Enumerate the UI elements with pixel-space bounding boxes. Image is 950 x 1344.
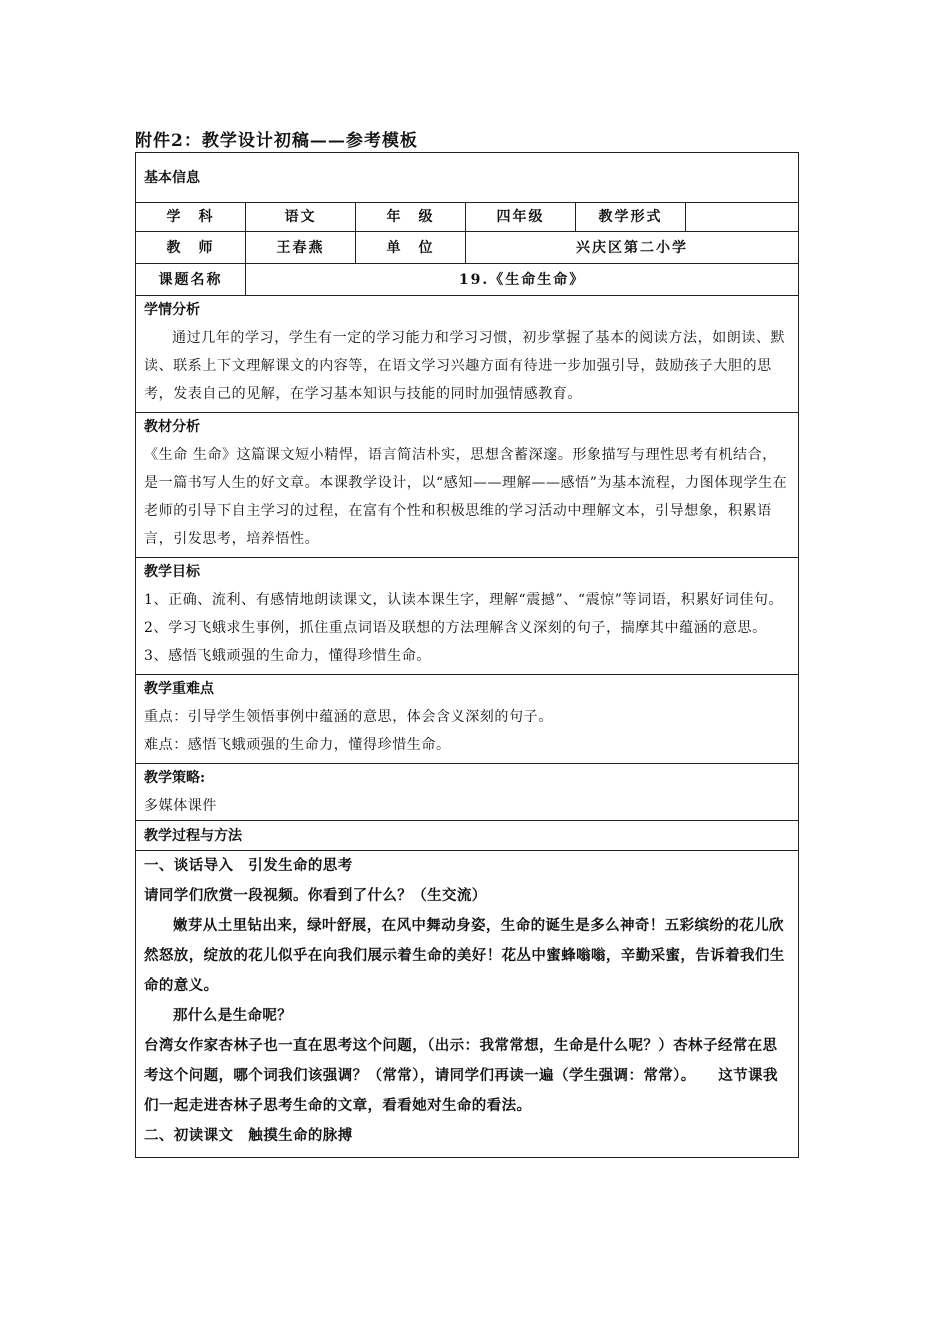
process-line: 嫩芽从土里钻出来，绿叶舒展，在风中舞动身姿，生命的诞生是多么神奇！五彩缤纷的花儿欣然怒放，绽放的花儿似乎在向我们展示着生命的美好！花丛中蜜蜂嗡嗡，辛勤采蜜，告诉着我们生命的意义。 xyxy=(144,917,785,994)
goal-item: 3、感悟飞蛾顽强的生命力，懂得珍惜生命。 xyxy=(144,648,431,664)
teaching-form-value xyxy=(686,203,799,232)
process-heading: 教学过程与方法 xyxy=(136,821,799,851)
subject-value: 语文 xyxy=(246,203,356,232)
student-analysis-text: 通过几年的学习，学生有一定的学习能力和学习习惯，初步掌握了基本的阅读方法，如朗读、默读、联系上下文理解课文的内容等，在语文学习兴趣方面有待进一步加强引导，鼓励孩子大胆的思考，发表自己的见解，在学习基本知识与技能的同时加强情感教育。 xyxy=(144,330,786,402)
process-line: 那什么是生命呢？ xyxy=(173,1007,293,1024)
unit-label: 单 位 xyxy=(356,232,466,264)
key-points-heading: 教学重难点 xyxy=(144,681,214,697)
goal-item: 1、正确、流利、有感情地朗读课文，认读本课生字，理解“震撼”、“震惊”等词语，积累好词佳句。 xyxy=(144,592,784,608)
student-analysis-heading: 学情分析 xyxy=(144,302,200,318)
basic-info-heading: 基本信息 xyxy=(136,153,799,203)
process-line: 台湾女作家杏林子也一直在思考这个问题，（出示：我常常想，生命是什么呢？）杏林子经常在思考这个问题，哪个词我们该强调？（常常），请同学们再读一遍（学生强调：常常）。 这节课我们一起走进杏林子思考生命的文章，看看她对生命的看法。 xyxy=(144,1037,778,1114)
process-line: 请同学们欣赏一段视频。你看到了什么？（生交流） xyxy=(144,887,487,904)
process-section-title: 二、初读课文 触摸生命的脉搏 xyxy=(144,1127,353,1144)
goal-item: 2、学习飞蛾求生事例，抓住重点词语及联想的方法理解含义深刻的句子，揣摩其中蕴涵的意思。 xyxy=(144,620,767,636)
teaching-goals-heading: 教学目标 xyxy=(144,564,200,580)
lesson-plan-table xyxy=(135,152,799,1158)
material-analysis-heading: 教材分析 xyxy=(144,419,200,435)
grade-value: 四年级 xyxy=(466,203,576,232)
grade-label: 年 级 xyxy=(356,203,466,232)
subject-label: 学 科 xyxy=(136,203,246,232)
material-analysis-text: 《生命 生命》这篇课文短小精悍，语言简洁朴实，思想含蓄深邃。形象描写与理性思考有机结合，是一篇书写人生的好文章。本课教学设计，以“感知——理解——感悟”为基本流程，力图体现学生在老师的引导下自主学习的过程，在富有个性和积极思维的学习活动中理解文本，引导想象，积累语言，引发思考，培养悟性。 xyxy=(144,447,788,547)
unit-value: 兴庆区第二小学 xyxy=(466,232,799,264)
strategy-text: 多媒体课件 xyxy=(144,798,217,814)
key-difficulty-text: 难点：感悟飞蛾顽强的生命力，懂得珍惜生命。 xyxy=(144,737,451,753)
key-focus-text: 重点：引导学生领悟事例中蕴涵的意思，体会含义深刻的句子。 xyxy=(144,709,553,725)
topic-label: 课题名称 xyxy=(136,264,246,296)
teacher-label: 教 师 xyxy=(136,232,246,264)
process-section-title: 一、谈话导入 引发生命的思考 xyxy=(144,857,353,874)
document-title: 附件2：教学设计初稿——参考模板 xyxy=(135,131,418,151)
topic-value: 19.《生命生命》 xyxy=(246,264,799,296)
teaching-form-label: 教学形式 xyxy=(576,203,686,232)
teacher-value: 王春燕 xyxy=(246,232,356,264)
strategy-heading: 教学策略: xyxy=(144,770,206,786)
